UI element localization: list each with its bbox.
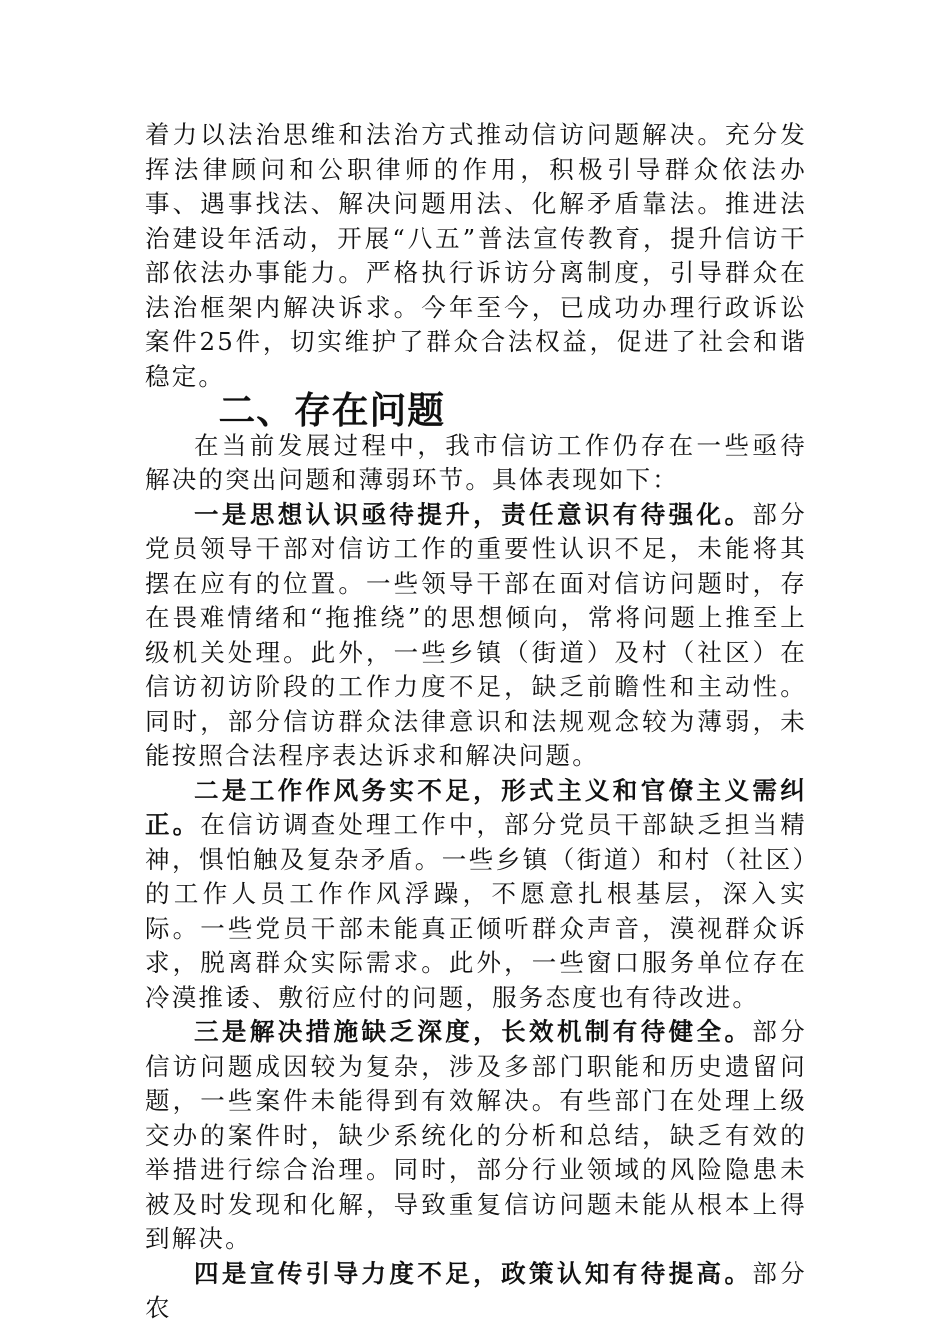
problem-2-body: 在信访调查处理工作中，部分党员干部缺乏担当精神，惧怕触及复杂矛盾。一些乡镇（街道）和村（社区）的工作人员工作作风浮躁，不愿意扎根基层，深入实际。一些党员干部未能真正倾听群众声音，漠视群众诉求，脱离群众实际需求。此外，一些窗口服务单位存在冷漠推诿、敷衍应付的问题，服务态度也有待改进。: [145, 810, 807, 1012]
problem-4-body: 部分农: [145, 1258, 807, 1322]
section-heading-existing-problems: 二、存在问题: [218, 389, 446, 432]
paragraph-rule-of-law: 着力以法治思维和法治方式推动信访问题解决。充分发挥法律顾问和公职律师的作用，积极引导群众依法办事、遇事找法、解决问题用法、化解矛盾靠法。推进法治建设年活动，开展“八五”普法宣传教育，提升信访干部依法办事能力。严格执行诉访分离制度，引导群众在法治框架内解决诉求。今年至今，已成功办理行政诉讼案件25件，切实维护了群众合法权益，促进了社会和谐稳定。: [145, 120, 807, 391]
document-page: [145, 118, 807, 1326]
paragraph-problem-2: [145, 774, 807, 1016]
problem-3-lead: 三是解决措施缺乏深度，长效机制有待健全。: [194, 1017, 753, 1046]
problem-3-body: 部分信访问题成因较为复杂，涉及多部门职能和历史遗留问题，一些案件未能得到有效解决。有些部门在处理上级交办的案件时，缺少系统化的分析和总结，缺乏有效的举措进行综合治理。同时，部分行业领域的风险隐患未被及时发现和化解，导致重复信访问题未能从根本上得到解决。: [145, 1017, 807, 1253]
problem-1-lead: 一是思想认识亟待提升，责任意识有待强化。: [194, 499, 753, 529]
problem-4-lead: 四是宣传引导力度不足，政策认知有待提高。: [194, 1258, 753, 1288]
paragraph-problem-4: [145, 1257, 807, 1326]
problem-1-body: 部分党员领导干部对信访工作的重要性认识不足，未能将其摆在应有的位置。一些领导干部在面对信访问题时，存在畏难情绪和“拖推绕”的思想倾向，常将问题上推至上级机关处理。此外，一些乡镇（街道）及村（社区）在信访初访阶段的工作力度不足，缺乏前瞻性和主动性。同时，部分信访群众法律意识和法规观念较为薄弱，未能按照合法程序表达诉求和解决问题。: [145, 499, 807, 770]
problem-2-lead: 二是工作作风务实不足，形式主义和官僚主义需纠正。: [145, 775, 807, 839]
paragraph-problems-intro: 在当前发展过程中，我市信访工作仍存在一些亟待解决的突出问题和薄弱环节。具体表现如下：: [145, 430, 807, 494]
paragraph-problem-1: [145, 498, 807, 774]
paragraph-problem-3: [145, 1015, 807, 1257]
